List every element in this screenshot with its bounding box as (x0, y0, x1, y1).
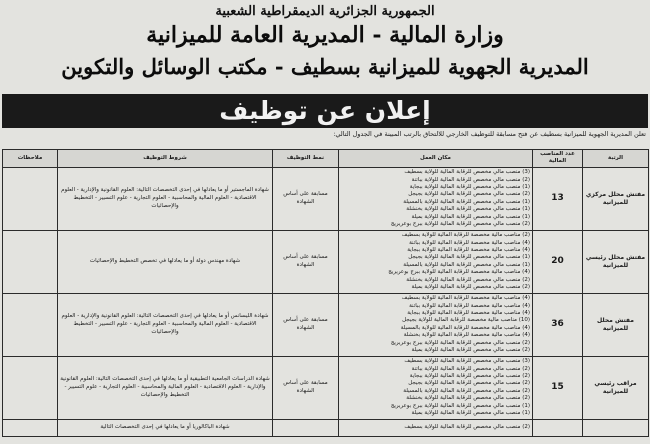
place-line: (2) منصب مالي مخصص للرقابة المالية للولاية بباتنة (411, 176, 530, 183)
row-conditions: شهادة الدراسات الجامعية التطبيقية أو ما يعادلها في إحدى التخصصات التالية: العلوم القانونية والإدارية - العلوم الاقتصادية - العلوم المالية والمحاسبية - العلوم التجارية - علوم التسيير - التخطيط والإحصائيات (58, 356, 273, 419)
place-line: (1) منصب مالي مخصص للرقابة المالية للولاية بميلة (411, 213, 530, 220)
row-mode (273, 419, 339, 436)
place-line: (4) مناصب مالية مخصصة للرقابة المالية للولاية ببجاية (407, 247, 530, 253)
row-mode: مسابقة على أساس الشهادة (273, 293, 339, 356)
place-line: (2) منصب مالي مخصص للرقابة المالية للولاية بميلة (411, 347, 530, 354)
row-places (339, 167, 533, 230)
row-conditions: شهادة الماجستير أو ما يعادلها في إحدى التخصصات التالية: العلوم القانونية والإدارية - العلوم الاقتصادية - العلوم المالية والمحاسبية - العلوم التجارية - علوم التسيير - التخطيط والإحصائيات (58, 167, 273, 230)
republic-heading: الجمهورية الجزائرية الديمقراطية الشعبية (215, 4, 435, 19)
header-rank: الرتبة (583, 150, 649, 168)
place-line: (2) منصب مالي مخصص للرقابة المالية للولاية ببجاية (409, 373, 530, 379)
place-line: (1) منصب مالي مخصص للرقابة المالية للولاية بخنشلة (406, 206, 530, 213)
row-count: 36 (533, 293, 583, 356)
place-line: (4) مناصب مالية مخصصة للرقابة المالية للولاية بخنشلة (403, 332, 530, 339)
row-count: 13 (533, 167, 583, 230)
place-line: (1) منصب مالي مخصص للرقابة المالية للولاية بجيجل (408, 254, 530, 261)
row-rank: مفتش محلل رئيسي للميزانية (583, 230, 649, 293)
place-line: (2) منصب مالي مخصص للرقابة المالية للولاية بباتنة (411, 365, 530, 372)
place-line: (2) منصب مالي مخصص للرقابة المالية للولاية بجيجل (408, 380, 530, 387)
header-place: مكان العمل (339, 150, 533, 168)
place-line: (4) مناصب مالية مخصصة للرقابة المالية للولاية ببرج بوعريريج (388, 269, 530, 276)
row-conditions: شهادة الباكالوريا أو ما يعادلها في إحدى التخصصات التالية (58, 419, 273, 436)
recruitment-table (2, 149, 649, 437)
table-row (3, 293, 649, 356)
place-line: (1) منصب مالي مخصص للرقابة المالية للولاية بالمسيلة (403, 198, 530, 205)
row-rank (583, 419, 649, 436)
row-mode: مسابقة على أساس الشهادة (273, 167, 339, 230)
place-line: (1) منصب مالي مخصص للرقابة المالية للولاية بميلة (411, 410, 530, 417)
row-notes (3, 293, 58, 356)
row-mode: مسابقة على أساس الشهادة (273, 230, 339, 293)
place-line: (10) مناصب مالية مخصصة للرقابة المالية للولاية بجيجل (402, 317, 530, 324)
place-line: (4) مناصب مالية مخصصة للرقابة المالية للولاية ببجاية (407, 310, 530, 316)
ministry-heading: وزارة المالية - المديرية العامة للميزانية (146, 22, 504, 48)
place-line: (1) منصب مالي مخصص للرقابة المالية للولاية بالمسيلة (403, 261, 530, 268)
row-rank: مفتش محلل للميزانية (583, 293, 649, 356)
row-count: 15 (533, 356, 583, 419)
row-places (339, 230, 533, 293)
row-notes (3, 167, 58, 230)
row-count: 20 (533, 230, 583, 293)
banner-title: إعلان عن توظيف (219, 96, 431, 125)
announcement-banner (2, 94, 648, 128)
place-line: (4) مناصب مالية مخصصة للرقابة المالية للولاية بالمسيلة (400, 324, 530, 331)
directorate-heading: المديرية الجهوية للميزانية بسطيف - مكتب الوسائل والتكوين (61, 54, 589, 79)
header-notes: ملاحظات (3, 150, 58, 168)
place-line: (3) منصب مالي مخصص للرقابة المالية للولاية بسطيف (404, 358, 530, 365)
place-line: (2) منصب مالي مخصص للرقابة المالية للولاية ببرج بوعريريج (390, 339, 530, 346)
place-line: (4) مناصب مالية مخصصة للرقابة المالية للولاية بباتنة (409, 302, 530, 309)
intro-text: تعلن المديرية الجهوية للميزانية بسطيف عن فتح مسابقة للتوظيف الخارجي للالتحاق بالرتب المبينة في الجدول التالي: (333, 130, 646, 138)
table-row (3, 230, 649, 293)
place-line: (2) منصب مالي مخصص للرقابة المالية للولاية ببرج بوعريريج (390, 221, 530, 228)
place-line: (2) منصب مالي مخصص للرقابة المالية للولاية بخنشلة (406, 276, 530, 283)
row-mode: مسابقة على أساس الشهادة (273, 356, 339, 419)
row-conditions: شهادة الليسانس أو ما يعادلها في إحدى التخصصات التالية: العلوم القانونية والإدارية - العلوم الاقتصادية - العلوم المالية والمحاسبية - العلوم التجارية - علوم التسيير - التخطيط والإحصائيات (58, 293, 273, 356)
row-rank: مراقب رئيسي للميزانية (583, 356, 649, 419)
row-rank: مفتش محلل مركزي للميزانية (583, 167, 649, 230)
table-row (3, 167, 649, 230)
place-line: (2) مناصب مالية مخصصة للرقابة المالية للولاية بسطيف (401, 232, 530, 239)
row-places (339, 356, 533, 419)
row-places (339, 419, 533, 436)
row-notes (3, 230, 58, 293)
place-line: (1) منصب مالي مخصص للرقابة المالية للولاية ببجاية (409, 184, 530, 190)
row-places (339, 293, 533, 356)
place-line: (4) مناصب مالية مخصصة للرقابة المالية للولاية بباتنة (409, 239, 530, 246)
header-mode: نمط التوظيف (273, 150, 339, 168)
place-line: (2) منصب مالي مخصص للرقابة المالية للولاية بالمسيلة (403, 387, 530, 394)
table-row (3, 419, 649, 436)
place-line: (2) منصب مالي مخصص للرقابة المالية للولاية بميلة (411, 284, 530, 291)
row-conditions: شهادة مهندس دولة أو ما يعادلها في تخصص التخطيط والإحصائيات (58, 230, 273, 293)
place-line: (2) منصب مالي مخصص للرقابة المالية للولاية بجيجل (408, 191, 530, 198)
header-conditions: شروط التوظيف (58, 150, 273, 168)
place-line: (1) منصب مالي مخصص للرقابة المالية للولاية ببرج بوعريريج (390, 402, 530, 409)
place-line: (2) منصب مالي مخصص للرقابة المالية للولاية بخنشلة (406, 395, 530, 402)
row-notes (3, 419, 58, 436)
place-line: (2) منصب مالي مخصص للرقابة المالية للولاية بسطيف (404, 424, 530, 431)
place-line: (4) مناصب مالية مخصصة للرقابة المالية للولاية بسطيف (401, 295, 530, 302)
table-row (3, 356, 649, 419)
header-count: عدد المناصب المالية (533, 150, 583, 168)
row-notes (3, 356, 58, 419)
row-count (533, 419, 583, 436)
place-line: (3) منصب مالي مخصص للرقابة المالية للولاية بسطيف (404, 169, 530, 176)
table-header-row (3, 150, 649, 168)
